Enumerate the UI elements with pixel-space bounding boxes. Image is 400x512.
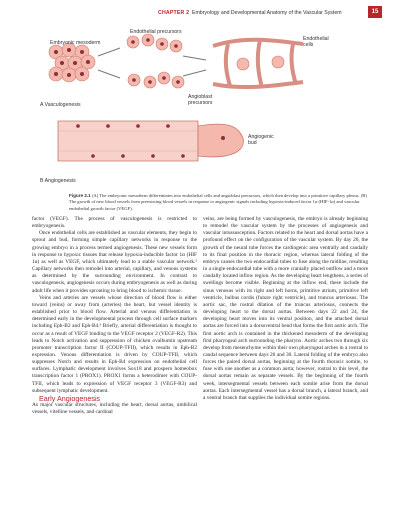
page-number: 15 bbox=[368, 6, 382, 18]
caption-text: (A) The embryonic mesoderm differentiates into endothelial cells and angioblast precursors, which then develop into a primitive capillary plexus. (B) The growth of new blood vessels from preexisting blood vessels in response to angiogenic signals including hypoxia-induced factor 1α (HIF-1α) and vascular endothelial growth factor (VEGF). bbox=[69, 193, 367, 211]
section-heading: Early Angiogenesis bbox=[39, 393, 101, 403]
label-embryonic-mesoderm: Embryonic mesoderm bbox=[50, 40, 101, 46]
vessel-angiogenesis bbox=[58, 121, 243, 161]
label-a-vasculogenesis: A Vasculogenesis bbox=[40, 102, 81, 108]
paragraph: Once endothelial cells are established as vascular elements, they begin to sprout and bud, forming simple capillary networks in response to the growing embryo in a process termed angiogenesis. These new vessels form in response to hypoxic tissues that release hypoxia-inducible factor 1α (HIF 1α) as well as VEGF, which ultimately lead to a stable vascular network.² Capillary networks then remodel into arterial, capillary, and venous systems as determined by the surrounding environment. In contrast to vasculogenesis, angiogenesis occurs during embryogenesis as well as during adult life when it provides sprouting to bring blood to ischemic tissue. bbox=[32, 230, 197, 294]
paragraph: As major vascular structures, including the heart, dorsal aortas, umbilical vessels, vitelline vessels, and cardinal bbox=[32, 402, 197, 416]
caption-label: Figure 2.1 bbox=[69, 193, 91, 198]
left-column bbox=[32, 216, 197, 416]
right-column bbox=[203, 216, 368, 402]
label-endothelial-cells: Endothelial cells bbox=[303, 36, 329, 48]
figure-vasculogenesis-angiogenesis bbox=[38, 26, 368, 188]
label-angiogenic-bud: Angiogenic bud bbox=[248, 134, 274, 146]
paragraph: Veins and arteries are vessels whose direction of blood flow is either toward (veins) or away from (arteries) the heart, but vessel identity is established prior to blood flow. Arterial and venous differentiation is determined early in the developmental process through cell surface markers including Eph-B2 and Eph-B4.³ Briefly, arterial differentiation is thought to occur as a result of VEGF binding to the VEGF receptor 2 (VEGF-R2). This leads to Notch activation and suppression of chicken ovalbumin upstream promoter transcription factor II (COUP-TFII), which results in Eph-B2 expression. Venous differentiation is driven by COUP-TFII, which suppresses Notch and results in Eph-B4 expression on endothelial cell surfaces. Lymphatic development involves Sox18 and prospero homeobox transcription factor 1 (PROX1). PROX1 forms a heterodimer with COUP-TFII, which leads to expression of VEGF receptor 3 (VEGF-R3) and subsequent lymphatic development. bbox=[32, 294, 197, 394]
paragraph: factor (VEGF). The process of vasculogenesis is restricted to embryogenesis. bbox=[32, 216, 197, 230]
label-endothelial-precursors: Endothelial precursors bbox=[130, 29, 182, 35]
figure-caption bbox=[69, 193, 369, 212]
label-angioblast-precursors: Angioblast precursors bbox=[188, 94, 213, 106]
capillary-plexus bbox=[213, 40, 303, 88]
paragraph: veins, are being formed by vasculogenesis, the embryo is already beginning to remodel the vascular system by the processes of angiogenesis and vascular intussusception. Factors related to the heart and dorsal aortas have a profound effect on the configuration of the vascular system. By day 20, the growth of the neural tube forces the cardiogenic area ventrally and caudally to its final position in the thoracic region, whereas lateral folding of the embryo causes the two endocardial tubes to fuse along the midline, resulting in a single endocardial tube with a more cranially placed outflow and a more caudally located inflow region. As the developing heart lengthens, a series of swellings become visible. Beginning at the inflow end, these include the sinus venosus with its right and left horns, primitive atrium, primitive left ventricle, bulbus cordis (future right ventricle), and truncus arteriosus. The aortic sac, the rostral dilation of the truncus arteriosus, connects the developing heart to the dorsal aortas. Between days 22 and 24, the developing heart moves into its ventral position, and the attached dorsal aortas are forced into a dorsoventral bend that forms the first aortic arch. The first aortic arch is contained in the thickened mesoderm of the developing first pharyngeal arch surrounding the pharynx. Aortic arches two through six develop from mesenchyme within their own pharyngeal arches in a rostral to caudal sequence between days 26 and 30. Lateral folding of the embryo also forces the paired dorsal aortas, beginning at the fourth thoracic somite, to fuse with one another as a common aorta; however, rostral to this level, the dorsal aortas remain as separate vessels. By the beginning of the fourth week, intersegmental vessels between each somite arise from the dorsal aortas. Each intersegmental vessel has a dorsal branch, a lateral branch, and a ventral branch that supplies the individual somite regions. bbox=[203, 216, 368, 401]
figure-illustration bbox=[38, 26, 368, 188]
running-header bbox=[0, 0, 400, 22]
label-b-angiogenesis: B Angiogenesis bbox=[40, 178, 76, 184]
chapter-title: Embryology and Developmental Anatomy of the Vascular System bbox=[192, 10, 342, 16]
chapter-label: CHAPTER 2 bbox=[158, 10, 190, 16]
